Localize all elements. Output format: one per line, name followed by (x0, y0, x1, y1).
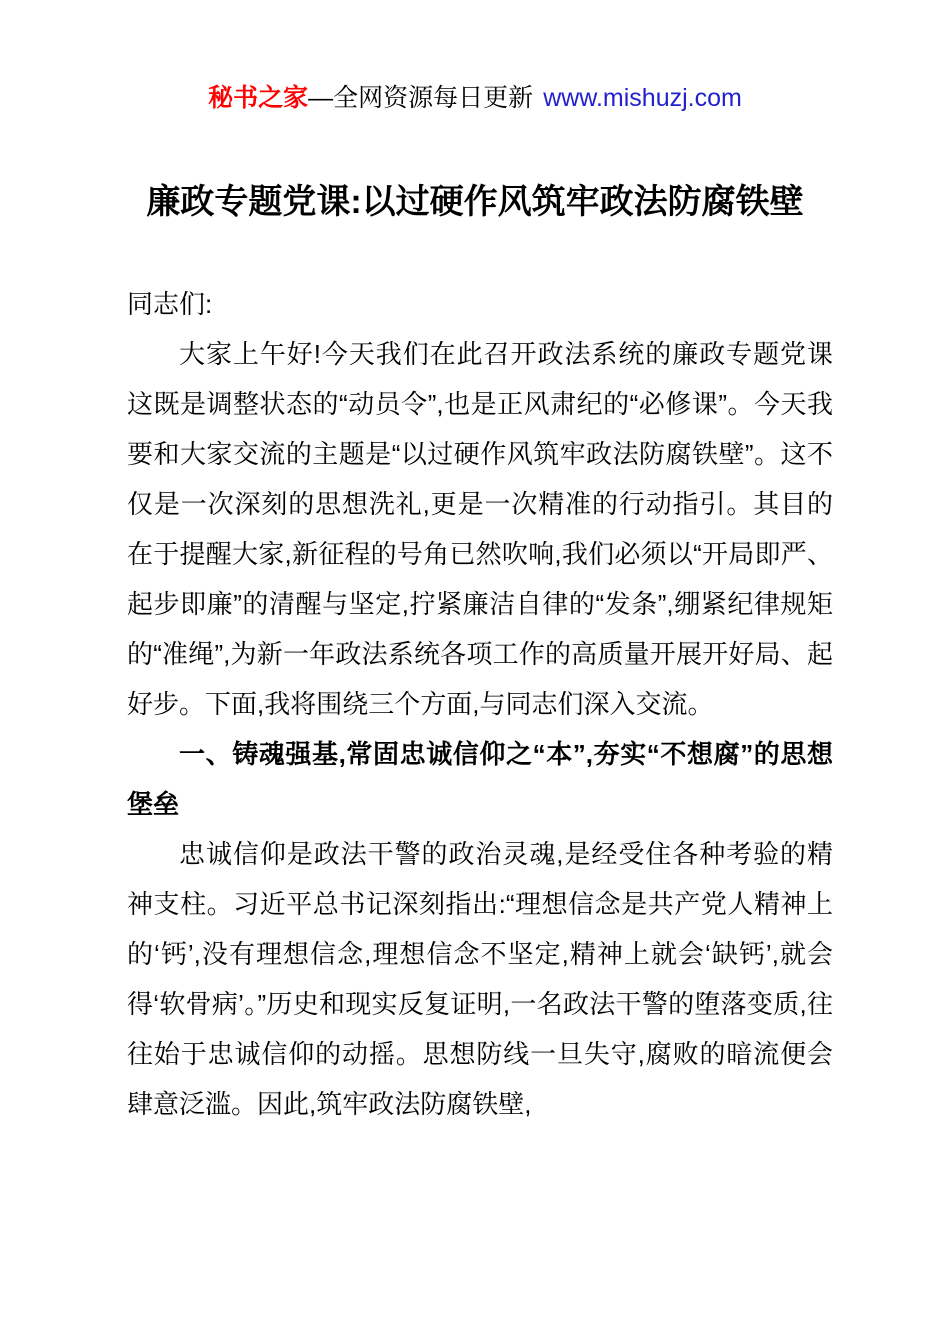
site-url-link[interactable]: www.mishuzj.com (543, 84, 742, 112)
paragraph: 大家上午好!今天我们在此召开政法系统的廉政专题党课这既是调整状态的“动员令”,也是正风肃纪的“必修课”。今天我要和大家交流的主题是“以过硬作风筑牢政法防腐铁壁”。这不仅是一次深刻的思想洗礼,更是一次精准的行动指引。其目的在于提醒大家,新征程的号角已然吹响,我们必须以“开局即严、起步即廉”的清醒与坚定,拧紧廉洁自律的“发条”,绷紧纪律规矩的“准绳”,为新一年政法系统各项工作的高质量开展开好局、起好步。下面,我将围绕三个方面,与同志们深入交流。 (127, 339, 833, 719)
site-brand: 秘书之家 (208, 84, 309, 112)
section-heading: 一、铸魂强基,常固忠诚信仰之“本”,夯实“不想腐”的思想堡垒 (127, 739, 833, 819)
site-tagline: —全网资源每日更新 (308, 84, 534, 112)
paragraph: 忠诚信仰是政法干警的政治灵魂,是经受住各种考验的精神支柱。习近平总书记深刻指出:“理想信念是共产党人精神上的‘钙’,没有理想信念,理想信念不坚定,精神上就会‘缺钙’,就会得‘软骨病’。”历史和现实反复证明,一名政法干警的堕落变质,往往始于忠诚信仰的动摇。思想防线一旦失守,腐败的暗流便会肆意泛滥。因此,筑牢政法防腐铁壁, (127, 839, 833, 1119)
site-header (0, 0, 950, 114)
document-title: 廉政专题党课:以过硬作风筑牢政法防腐铁壁 (146, 183, 804, 221)
document-body (127, 279, 833, 1129)
paragraph: 同志们: (127, 289, 213, 319)
